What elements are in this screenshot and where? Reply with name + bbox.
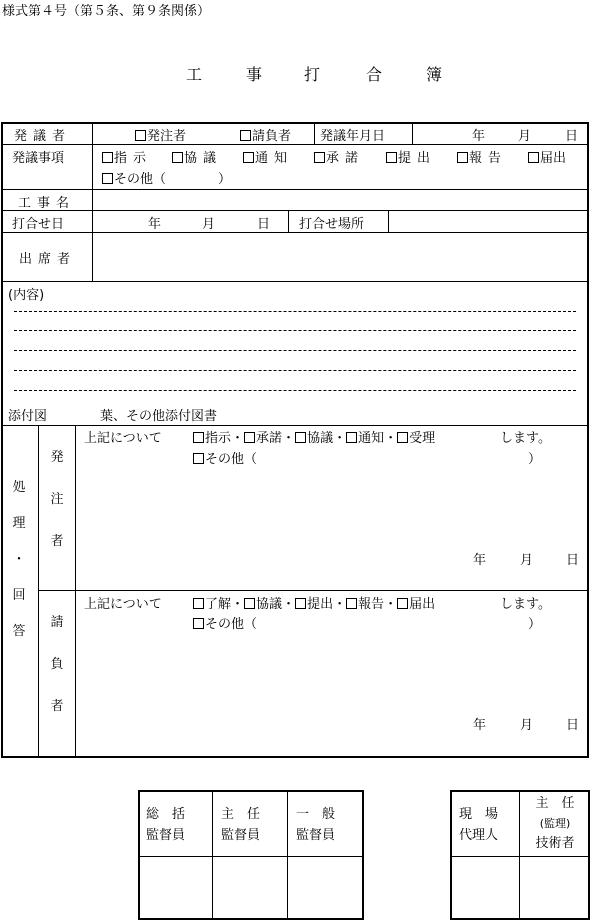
contractor-statement: 上記について (84, 597, 162, 612)
orderer-option[interactable]: 受理 (397, 431, 435, 446)
contractor-date-year[interactable]: 年 (473, 718, 487, 733)
checkbox-icon (457, 152, 468, 163)
issue-matter-other[interactable]: その他（ ） (102, 168, 231, 187)
stamp-cell[interactable] (140, 858, 211, 918)
issue-date-label: 発議年月日 (320, 129, 386, 144)
stamp-header-chief-engineer: 主 任 (監理) 技術者 (535, 796, 575, 851)
contractor-options: 了解・ 協議・ 提出・ 報告・ 届出 (193, 593, 435, 612)
checkbox-icon (397, 432, 408, 443)
meeting-place-field[interactable] (390, 212, 586, 230)
issuer-label: 発議者 (14, 129, 72, 144)
orderer-date-day[interactable]: 日 (566, 553, 580, 568)
checkbox-icon (346, 598, 357, 609)
title-char: 簿 (426, 65, 443, 84)
checkbox-icon (193, 432, 204, 443)
issue-matter-option[interactable]: 届出 (528, 147, 566, 166)
contractor-label: 請 負 者 (50, 615, 64, 714)
project-name-field[interactable] (94, 191, 586, 209)
stamp-cell[interactable] (521, 858, 588, 918)
contractor-suffix: します。 (500, 597, 551, 612)
contractor-other[interactable]: その他（ (193, 613, 257, 632)
stamp-cell[interactable] (452, 858, 518, 918)
issue-matter-option[interactable]: 報告 (457, 147, 507, 166)
contractor-date-month[interactable]: 月 (520, 718, 534, 733)
issue-matter-label: 発議事項 (12, 151, 65, 166)
checkbox-icon (528, 152, 539, 163)
attendees-label: 出席者 (19, 252, 77, 267)
stamp-cell[interactable] (289, 858, 362, 918)
title-char: 打 (304, 65, 321, 84)
issuer-option-contractor[interactable]: 請負者 (240, 125, 291, 144)
orderer-option[interactable]: 承諾 (244, 431, 282, 446)
content-line[interactable] (14, 330, 576, 331)
title-char: 工 (186, 65, 203, 84)
issue-date-year[interactable]: 年 (472, 129, 486, 144)
orderer-date-month[interactable]: 月 (520, 553, 534, 568)
meeting-date-label: 打合せ日 (12, 217, 65, 232)
checkbox-icon (102, 152, 113, 163)
contractor-option[interactable]: 了解 (193, 597, 231, 612)
checkbox-icon (314, 152, 325, 163)
contractor-option[interactable]: 提出 (295, 597, 333, 612)
issuer-option-orderer[interactable]: 発注者 (135, 125, 186, 144)
checkbox-icon (102, 173, 113, 184)
issue-matter-option[interactable]: 承諾 (314, 147, 364, 166)
issue-date-month[interactable]: 月 (518, 129, 532, 144)
checkbox-icon (172, 152, 183, 163)
orderer-label: 発 注 者 (50, 450, 64, 549)
attendees-field[interactable] (94, 234, 586, 280)
checkbox-icon (240, 130, 251, 141)
stamp-cell[interactable] (214, 858, 286, 918)
contractor-option[interactable]: 協議 (244, 597, 282, 612)
checkbox-icon (243, 152, 254, 163)
content-line[interactable] (14, 370, 576, 371)
checkbox-icon (193, 453, 204, 464)
contractor-option[interactable]: 報告 (346, 597, 384, 612)
attachment-text: 葉、その他添付図書 (100, 409, 218, 424)
content-label: (内容) (8, 288, 45, 303)
contractor-other-close: ） (528, 617, 542, 632)
issue-date-day[interactable]: 日 (565, 129, 579, 144)
stamp-header-general-inspector: 一 般 監督員 (296, 807, 336, 843)
project-name-label: 工事名 (18, 196, 76, 211)
meeting-date-year[interactable]: 年 (148, 217, 162, 232)
attachment-label: 添付図 (8, 409, 48, 424)
meeting-date-month[interactable]: 月 (202, 217, 216, 232)
issue-matter-option[interactable]: 協議 (172, 147, 222, 166)
content-line[interactable] (14, 311, 576, 312)
checkbox-icon (386, 152, 397, 163)
checkbox-icon (193, 618, 204, 629)
checkbox-icon (193, 598, 204, 609)
stamp-header-site-agent: 現 場 代理人 (459, 807, 499, 843)
checkbox-icon (244, 432, 255, 443)
issue-matter-option[interactable]: 通知 (243, 147, 293, 166)
title-char: 合 (366, 65, 383, 84)
issue-matter-option[interactable]: 指示 (102, 147, 152, 166)
content-line[interactable] (14, 350, 576, 351)
orderer-other[interactable]: その他（ (193, 448, 257, 467)
stamp-header-general-supervisor: 総 括 監督員 (146, 807, 186, 843)
orderer-suffix: します。 (500, 431, 551, 446)
orderer-date-year[interactable]: 年 (473, 553, 487, 568)
checkbox-icon (346, 432, 357, 443)
title-char: 事 (246, 65, 263, 84)
form-reference: 様式第４号（第５条、第９条関係） (2, 4, 211, 19)
checkbox-icon (135, 130, 146, 141)
contractor-option[interactable]: 届出 (397, 597, 435, 612)
checkbox-icon (244, 598, 255, 609)
process-reply-label: 処 理 ・ 回 答 (12, 480, 26, 639)
orderer-option[interactable]: 指示 (193, 431, 231, 446)
checkbox-icon (397, 598, 408, 609)
contractor-date-day[interactable]: 日 (566, 718, 580, 733)
orderer-options: 指示・ 承諾・ 協議・ 通知・ 受理 (193, 427, 435, 446)
orderer-other-close: ） (528, 452, 542, 467)
stamp-header-chief-supervisor: 主 任 監督員 (221, 807, 261, 843)
orderer-option[interactable]: 通知 (346, 431, 384, 446)
meeting-place-label: 打合せ場所 (299, 217, 365, 232)
orderer-statement: 上記について (84, 431, 162, 446)
checkbox-icon (295, 432, 306, 443)
checkbox-icon (295, 598, 306, 609)
content-line[interactable] (14, 390, 576, 391)
meeting-date-day[interactable]: 日 (257, 217, 271, 232)
issue-matter-option[interactable]: 提出 (386, 147, 436, 166)
orderer-option[interactable]: 協議 (295, 431, 333, 446)
